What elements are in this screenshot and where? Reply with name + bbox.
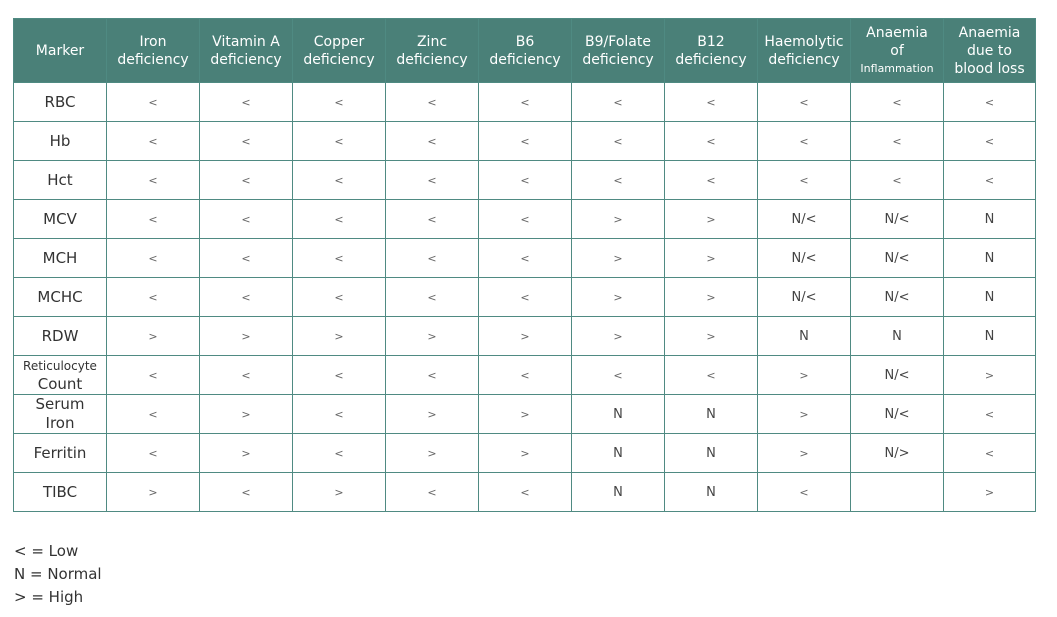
value-cell (479, 317, 572, 356)
value-cell (944, 473, 1036, 512)
cell-value: > (613, 290, 623, 304)
column-header (665, 19, 758, 83)
value-cell (293, 83, 386, 122)
value-cell (665, 473, 758, 512)
column-header (293, 19, 386, 83)
cell-value: > (148, 329, 158, 343)
cell-value: > (984, 485, 995, 499)
table-row (14, 395, 1036, 434)
column-header-line: Iron (139, 33, 167, 50)
cell-value: < (241, 212, 251, 226)
value-cell (944, 83, 1036, 122)
cell-value: < (334, 368, 344, 382)
value-cell (572, 239, 665, 278)
value-cell (479, 356, 572, 395)
value-cell (572, 473, 665, 512)
column-header-line: of (890, 42, 904, 59)
cell-value: N/> (884, 445, 910, 461)
column-header (386, 19, 479, 83)
cell-value: > (241, 329, 251, 343)
table-body (14, 83, 1036, 512)
value-cell (665, 317, 758, 356)
cell-value: < (706, 134, 716, 148)
cell-value: > (706, 212, 716, 226)
cell-value: > (241, 407, 251, 421)
cell-value: < (520, 290, 530, 304)
cell-value: < (241, 485, 251, 499)
value-cell (758, 200, 851, 239)
value-cell (386, 161, 479, 200)
cell-value: N (613, 406, 623, 422)
cell-value: < (148, 95, 158, 109)
cell-value: < (984, 407, 995, 421)
value-cell (572, 395, 665, 434)
column-header (572, 19, 665, 83)
cell-value: < (984, 446, 995, 460)
value-cell (479, 395, 572, 434)
value-cell (758, 122, 851, 161)
value-cell (200, 161, 293, 200)
value-cell (851, 356, 944, 395)
cell-value: N (984, 289, 995, 305)
value-cell (479, 434, 572, 473)
cell-value: N (984, 250, 995, 266)
column-header (14, 19, 107, 83)
cell-value: > (241, 446, 251, 460)
value-cell (944, 317, 1036, 356)
column-header (758, 19, 851, 83)
cell-value: < (520, 485, 530, 499)
column-header-line: Copper (313, 33, 365, 50)
value-cell (293, 356, 386, 395)
cell-value: < (520, 251, 530, 265)
cell-value: < (334, 173, 344, 187)
value-cell (758, 278, 851, 317)
value-cell (293, 434, 386, 473)
column-header-line: blood loss (954, 60, 1025, 77)
cell-value: < (334, 95, 344, 109)
value-cell (200, 200, 293, 239)
column-header-line: Vitamin A (212, 33, 280, 50)
marker-cell (14, 161, 107, 200)
value-cell (758, 434, 851, 473)
cell-value: < (799, 173, 809, 187)
cell-value: N (799, 328, 809, 344)
value-cell (386, 122, 479, 161)
value-cell (293, 200, 386, 239)
cell-value: > (334, 329, 344, 343)
value-cell (479, 239, 572, 278)
marker-cell (14, 278, 107, 317)
marker-label: MCV (43, 209, 77, 228)
cell-value: < (892, 173, 902, 187)
cell-value: > (706, 290, 716, 304)
cell-value: < (984, 95, 995, 109)
value-cell (479, 161, 572, 200)
table-row (14, 434, 1036, 473)
cell-value: > (427, 407, 437, 421)
value-cell (944, 161, 1036, 200)
cell-value: < (148, 134, 158, 148)
marker-label: MCH (42, 248, 78, 267)
value-cell (200, 278, 293, 317)
value-cell (200, 239, 293, 278)
cell-value: > (520, 329, 530, 343)
column-header-line: Inflammation (860, 61, 934, 75)
marker-cell (14, 83, 107, 122)
table-row (14, 122, 1036, 161)
cell-value: > (427, 446, 437, 460)
cell-value: N/< (884, 211, 910, 227)
column-header-line: deficiency (303, 51, 375, 68)
column-header (851, 19, 944, 83)
table-row (14, 83, 1036, 122)
cell-value: > (799, 407, 809, 421)
value-cell (107, 161, 200, 200)
marker-cell (14, 473, 107, 512)
cell-value: < (334, 290, 344, 304)
value-cell (851, 278, 944, 317)
column-header-line: deficiency (582, 51, 654, 68)
value-cell (572, 434, 665, 473)
cell-value: > (613, 329, 623, 343)
cell-value: < (613, 95, 623, 109)
legend-item: N = Normal (14, 565, 102, 583)
cell-value: > (706, 329, 716, 343)
cell-value: N (613, 445, 623, 461)
cell-value: N/< (884, 406, 910, 422)
table-row (14, 239, 1036, 278)
column-header-line: B12 (697, 33, 725, 50)
value-cell (386, 356, 479, 395)
cell-value: > (613, 251, 623, 265)
marker-label: TIBC (42, 482, 78, 501)
cell-value: < (148, 446, 158, 460)
table-row (14, 356, 1036, 395)
legend-item: < = Low (14, 542, 79, 560)
cell-value: < (241, 368, 251, 382)
marker-table-container (13, 18, 1035, 512)
value-cell (758, 83, 851, 122)
table-row (14, 161, 1036, 200)
value-cell (479, 83, 572, 122)
cell-value: < (427, 290, 437, 304)
cell-value: > (799, 368, 809, 382)
table-header-row (14, 19, 1036, 83)
marker-cell (14, 434, 107, 473)
cell-value: < (613, 368, 623, 382)
column-header-line: deficiency (675, 51, 747, 68)
cell-value: < (427, 173, 437, 187)
value-cell (293, 239, 386, 278)
marker-label: Reticulocyte (23, 359, 97, 373)
marker-cell (14, 200, 107, 239)
value-cell (200, 83, 293, 122)
cell-value: < (241, 173, 251, 187)
cell-value: N (706, 445, 716, 461)
cell-value: N/< (791, 211, 817, 227)
value-cell (479, 278, 572, 317)
value-cell (386, 278, 479, 317)
cell-value: > (148, 485, 158, 499)
column-header-line: Marker (35, 42, 85, 59)
cell-value: > (520, 407, 530, 421)
marker-label: Iron (45, 414, 75, 432)
cell-value: < (334, 134, 344, 148)
value-cell (479, 200, 572, 239)
cell-value: N/< (884, 250, 910, 266)
cell-value: < (520, 212, 530, 226)
value-cell (107, 434, 200, 473)
cell-value: < (427, 485, 437, 499)
value-cell (107, 122, 200, 161)
value-cell (200, 473, 293, 512)
value-cell (665, 161, 758, 200)
cell-value: < (148, 212, 158, 226)
value-cell (851, 317, 944, 356)
cell-value: < (427, 134, 437, 148)
value-cell (479, 122, 572, 161)
cell-value: N (706, 484, 716, 500)
cell-value: < (334, 446, 344, 460)
table-row (14, 278, 1036, 317)
cell-value: > (613, 212, 623, 226)
marker-cell (14, 395, 107, 434)
value-cell (386, 434, 479, 473)
cell-value: < (148, 290, 158, 304)
value-cell (107, 239, 200, 278)
cell-value: < (427, 212, 437, 226)
value-cell (200, 434, 293, 473)
value-cell (293, 395, 386, 434)
legend-item: > = High (14, 588, 84, 606)
column-header (200, 19, 293, 83)
cell-value: N/< (791, 250, 817, 266)
cell-value: > (520, 446, 530, 460)
value-cell (386, 83, 479, 122)
value-cell (665, 278, 758, 317)
marker-label: MCHC (37, 287, 83, 306)
cell-value: N (984, 328, 995, 344)
value-cell (107, 356, 200, 395)
marker-label: RDW (41, 326, 79, 345)
cell-value: < (520, 134, 530, 148)
value-cell (944, 434, 1036, 473)
value-cell (386, 317, 479, 356)
cell-value: N/< (884, 289, 910, 305)
cell-value: > (984, 368, 995, 382)
value-cell (665, 239, 758, 278)
value-cell (200, 395, 293, 434)
value-cell (851, 473, 944, 512)
value-cell (851, 200, 944, 239)
cell-value: N/< (884, 367, 910, 383)
value-cell (851, 83, 944, 122)
value-cell (758, 356, 851, 395)
cell-value: N/< (791, 289, 817, 305)
column-header-line: B6 (515, 33, 535, 50)
value-cell (293, 122, 386, 161)
cell-value: < (520, 95, 530, 109)
marker-cell (14, 239, 107, 278)
cell-value: < (148, 251, 158, 265)
cell-value: < (427, 251, 437, 265)
value-cell (293, 161, 386, 200)
value-cell (665, 356, 758, 395)
cell-value: > (427, 329, 437, 343)
value-cell (851, 434, 944, 473)
column-header (479, 19, 572, 83)
column-header-line: deficiency (489, 51, 561, 68)
value-cell (665, 434, 758, 473)
value-cell (665, 122, 758, 161)
column-header-line: due to (967, 42, 1012, 59)
value-cell (107, 83, 200, 122)
value-cell (572, 356, 665, 395)
value-cell (758, 395, 851, 434)
marker-cell (14, 356, 107, 395)
value-cell (107, 473, 200, 512)
marker-label: Hb (49, 131, 71, 150)
value-cell (944, 278, 1036, 317)
cell-value: < (241, 134, 251, 148)
column-header-line: deficiency (117, 51, 189, 68)
column-header (107, 19, 200, 83)
value-cell (851, 161, 944, 200)
value-cell (665, 83, 758, 122)
cell-value: < (334, 212, 344, 226)
cell-value: < (799, 485, 809, 499)
value-cell (200, 356, 293, 395)
value-cell (758, 317, 851, 356)
value-cell (944, 395, 1036, 434)
cell-value: < (613, 173, 623, 187)
value-cell (758, 239, 851, 278)
value-cell (851, 239, 944, 278)
value-cell (944, 239, 1036, 278)
column-header-line: B9/Folate (585, 33, 651, 50)
value-cell (851, 122, 944, 161)
value-cell (665, 395, 758, 434)
value-cell (386, 395, 479, 434)
marker-label: Serum (35, 395, 85, 413)
cell-value: < (241, 290, 251, 304)
cell-value: < (799, 95, 809, 109)
value-cell (944, 356, 1036, 395)
value-cell (293, 473, 386, 512)
value-cell (107, 200, 200, 239)
marker-cell (14, 122, 107, 161)
cell-value: < (241, 251, 251, 265)
cell-value: N (706, 406, 716, 422)
anaemia-marker-table (13, 18, 1036, 512)
cell-value: < (520, 173, 530, 187)
value-cell (293, 278, 386, 317)
cell-value: > (706, 251, 716, 265)
table-row (14, 473, 1036, 512)
marker-cell (14, 317, 107, 356)
cell-value: < (706, 368, 716, 382)
marker-label: Ferritin (33, 443, 87, 462)
value-cell (851, 395, 944, 434)
cell-value: < (148, 368, 158, 382)
cell-value: < (613, 134, 623, 148)
cell-value: < (148, 407, 158, 421)
cell-value: < (892, 95, 902, 109)
value-cell (572, 278, 665, 317)
column-header-line: Anaemia (866, 24, 928, 41)
cell-value: < (241, 95, 251, 109)
column-header-line: deficiency (210, 51, 282, 68)
cell-value: < (984, 173, 995, 187)
value-cell (107, 278, 200, 317)
value-cell (479, 473, 572, 512)
cell-value: < (706, 95, 716, 109)
column-header-line: Anaemia (958, 24, 1021, 41)
value-cell (944, 200, 1036, 239)
value-cell (107, 317, 200, 356)
value-cell (386, 239, 479, 278)
value-cell (572, 122, 665, 161)
value-cell (293, 317, 386, 356)
value-cell (572, 83, 665, 122)
cell-value: < (520, 368, 530, 382)
value-cell (572, 200, 665, 239)
cell-value: < (148, 173, 158, 187)
value-cell (107, 395, 200, 434)
cell-value: < (334, 251, 344, 265)
cell-value: < (427, 368, 437, 382)
value-cell (572, 161, 665, 200)
column-header-line: Zinc (416, 33, 448, 50)
value-cell (572, 317, 665, 356)
cell-value: < (799, 134, 809, 148)
table-row (14, 200, 1036, 239)
cell-value: N (613, 484, 623, 500)
column-header-line: Haemolytic (764, 33, 844, 50)
value-cell (200, 122, 293, 161)
value-cell (386, 200, 479, 239)
cell-value: < (427, 95, 437, 109)
value-cell (200, 317, 293, 356)
value-cell (944, 122, 1036, 161)
cell-value: < (706, 173, 716, 187)
table-row (14, 317, 1036, 356)
cell-value: N (892, 328, 902, 344)
value-cell (758, 161, 851, 200)
cell-value: > (799, 446, 809, 460)
value-cell (758, 473, 851, 512)
cell-value: N (984, 211, 995, 227)
cell-value: < (984, 134, 995, 148)
cell-value: < (334, 407, 344, 421)
value-cell (665, 200, 758, 239)
legend (14, 540, 102, 609)
column-header-line: deficiency (396, 51, 468, 68)
marker-label: Hct (47, 170, 73, 189)
cell-value: < (892, 134, 902, 148)
marker-label: Count (37, 375, 83, 393)
column-header (944, 19, 1036, 83)
value-cell (386, 473, 479, 512)
marker-label: RBC (44, 92, 76, 111)
cell-value: > (334, 485, 344, 499)
column-header-line: deficiency (768, 51, 840, 68)
